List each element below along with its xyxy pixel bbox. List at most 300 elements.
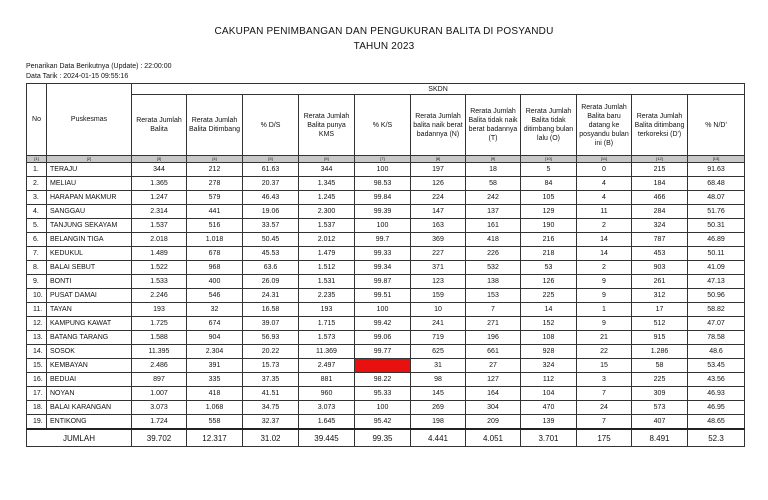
value-cell: 9 — [577, 275, 632, 289]
value-cell: 98 — [411, 373, 466, 387]
value-cell: 99.7 — [355, 233, 411, 247]
header-col: % N/D' — [688, 95, 745, 156]
row-number: 11. — [27, 303, 47, 317]
value-cell: 225 — [632, 373, 688, 387]
value-cell: 84 — [521, 177, 577, 191]
table-row — [27, 233, 745, 247]
value-cell: 48.65 — [688, 415, 745, 430]
value-cell: 915 — [632, 331, 688, 345]
value-cell: 197 — [411, 163, 466, 177]
total-value: 31.02 — [243, 429, 299, 447]
table-row — [27, 205, 745, 219]
value-cell: 2.235 — [299, 289, 355, 303]
value-cell: 14 — [577, 247, 632, 261]
value-cell: 2.304 — [187, 345, 243, 359]
row-number: 4. — [27, 205, 47, 219]
value-cell: 108 — [521, 331, 577, 345]
column-index-cell: [13] — [688, 156, 745, 163]
puskesmas-name: BALAI KARANGAN — [47, 401, 132, 415]
value-cell: 15.73 — [243, 359, 299, 373]
value-cell: 1.573 — [299, 331, 355, 345]
puskesmas-name: KEMBAYAN — [47, 359, 132, 373]
puskesmas-name: PUSAT DAMAI — [47, 289, 132, 303]
puskesmas-name: NOYAN — [47, 387, 132, 401]
value-cell: 100 — [355, 219, 411, 233]
value-cell: 24.31 — [243, 289, 299, 303]
column-index-cell: [9] — [466, 156, 521, 163]
column-index-cell: [2] — [47, 156, 132, 163]
column-index-cell: [3] — [132, 156, 187, 163]
value-cell: 14 — [577, 233, 632, 247]
value-cell: 369 — [411, 233, 466, 247]
value-cell: 625 — [411, 345, 466, 359]
value-cell: 99.34 — [355, 261, 411, 275]
puskesmas-name: BONTI — [47, 275, 132, 289]
value-cell: 928 — [521, 345, 577, 359]
value-cell: 903 — [632, 261, 688, 275]
value-cell: 126 — [411, 177, 466, 191]
table-row — [27, 275, 745, 289]
row-number: 8. — [27, 261, 47, 275]
value-cell-highlighted: 100.44 — [355, 359, 411, 373]
row-number: 7. — [27, 247, 47, 261]
value-cell: 196 — [466, 331, 521, 345]
table-row — [27, 247, 745, 261]
value-cell: 2 — [577, 219, 632, 233]
value-cell: 51.76 — [688, 205, 745, 219]
value-cell: 3 — [577, 373, 632, 387]
column-index-cell: [8] — [411, 156, 466, 163]
value-cell: 46.93 — [688, 387, 745, 401]
column-index-cell: [7] — [355, 156, 411, 163]
value-cell: 58 — [632, 359, 688, 373]
table-row — [27, 289, 745, 303]
table-row — [27, 373, 745, 387]
value-cell: 24 — [577, 401, 632, 415]
value-cell: 407 — [632, 415, 688, 430]
value-cell: 324 — [521, 359, 577, 373]
value-cell: 50.31 — [688, 219, 745, 233]
row-number: 9. — [27, 275, 47, 289]
value-cell: 26.09 — [243, 275, 299, 289]
value-cell: 112 — [521, 373, 577, 387]
value-cell: 99.87 — [355, 275, 411, 289]
value-cell: 126 — [521, 275, 577, 289]
value-cell: 98.22 — [355, 373, 411, 387]
value-cell: 127 — [466, 373, 521, 387]
value-cell: 123 — [411, 275, 466, 289]
value-cell: 43.56 — [688, 373, 745, 387]
value-cell: 3.073 — [299, 401, 355, 415]
value-cell: 579 — [187, 191, 243, 205]
value-cell: 164 — [466, 387, 521, 401]
value-cell: 46.43 — [243, 191, 299, 205]
value-cell: 104 — [521, 387, 577, 401]
value-cell: 968 — [187, 261, 243, 275]
value-cell: 41.09 — [688, 261, 745, 275]
value-cell: 48.6 — [688, 345, 745, 359]
skdn-table — [26, 83, 745, 447]
value-cell: 99.39 — [355, 205, 411, 219]
total-value: 99.35 — [355, 429, 411, 447]
value-cell: 4 — [577, 191, 632, 205]
header-col: Rerata Jumlah Balita tidak ditimbang bulan lalu (O) — [521, 95, 577, 156]
value-cell: 0 — [577, 163, 632, 177]
value-cell: 58 — [466, 177, 521, 191]
column-index-cell: [12] — [632, 156, 688, 163]
table-row — [27, 401, 745, 415]
total-row — [27, 429, 745, 447]
value-cell: 1.068 — [187, 401, 243, 415]
value-cell: 95.33 — [355, 387, 411, 401]
puskesmas-name: SOSOK — [47, 345, 132, 359]
row-number: 6. — [27, 233, 47, 247]
table-body — [27, 163, 745, 430]
value-cell: 63.6 — [243, 261, 299, 275]
row-number: 12. — [27, 317, 47, 331]
table-row — [27, 163, 745, 177]
value-cell: 1.715 — [299, 317, 355, 331]
value-cell: 7 — [466, 303, 521, 317]
row-number: 3. — [27, 191, 47, 205]
value-cell: 139 — [521, 415, 577, 430]
value-cell: 2.246 — [132, 289, 187, 303]
header-col: % D/S — [243, 95, 299, 156]
value-cell: 50.96 — [688, 289, 745, 303]
value-cell: 227 — [411, 247, 466, 261]
value-cell: 312 — [632, 289, 688, 303]
value-cell: 271 — [466, 317, 521, 331]
value-cell: 145 — [411, 387, 466, 401]
puskesmas-name: KAMPUNG KAWAT — [47, 317, 132, 331]
total-value: 12.317 — [187, 429, 243, 447]
table-row — [27, 219, 745, 233]
puskesmas-name: HARAPAN MAKMUR — [47, 191, 132, 205]
value-cell: 2.497 — [299, 359, 355, 373]
table-row — [27, 261, 745, 275]
value-cell: 418 — [187, 387, 243, 401]
value-cell: 15 — [577, 359, 632, 373]
value-cell: 95.42 — [355, 415, 411, 430]
value-cell: 719 — [411, 331, 466, 345]
value-cell: 1.724 — [132, 415, 187, 430]
puskesmas-name: TANJUNG SEKAYAM — [47, 219, 132, 233]
value-cell: 163 — [411, 219, 466, 233]
value-cell: 14 — [521, 303, 577, 317]
value-cell: 216 — [521, 233, 577, 247]
table-row — [27, 177, 745, 191]
value-cell: 218 — [521, 247, 577, 261]
total-value: 39.702 — [132, 429, 187, 447]
value-cell: 50.11 — [688, 247, 745, 261]
total-value: 8.491 — [632, 429, 688, 447]
row-number: 17. — [27, 387, 47, 401]
total-value: 39.445 — [299, 429, 355, 447]
value-cell: 7 — [577, 415, 632, 430]
value-cell: 198 — [411, 415, 466, 430]
value-cell: 344 — [132, 163, 187, 177]
puskesmas-name: BELANGIN TIGA — [47, 233, 132, 247]
value-cell: 161 — [466, 219, 521, 233]
value-cell: 10 — [411, 303, 466, 317]
row-number: 16. — [27, 373, 47, 387]
header-col: Rerata Jumlah Balita tidak naik berat badannya (T) — [466, 95, 521, 156]
value-cell: 787 — [632, 233, 688, 247]
value-cell: 212 — [187, 163, 243, 177]
value-cell: 1.345 — [299, 177, 355, 191]
value-cell: 215 — [632, 163, 688, 177]
value-cell: 78.58 — [688, 331, 745, 345]
value-cell: 193 — [299, 303, 355, 317]
value-cell: 137 — [466, 205, 521, 219]
row-number: 15. — [27, 359, 47, 373]
value-cell: 32 — [187, 303, 243, 317]
value-cell: 1.537 — [132, 219, 187, 233]
value-cell: 324 — [632, 219, 688, 233]
value-cell: 2.300 — [299, 205, 355, 219]
value-cell: 1.725 — [132, 317, 187, 331]
value-cell: 193 — [132, 303, 187, 317]
column-index-cell: [4] — [187, 156, 243, 163]
value-cell: 98.53 — [355, 177, 411, 191]
value-cell: 1.531 — [299, 275, 355, 289]
column-index-cell: [1] — [27, 156, 47, 163]
value-cell: 48.07 — [688, 191, 745, 205]
table-row — [27, 387, 745, 401]
value-cell: 466 — [632, 191, 688, 205]
value-cell: 881 — [299, 373, 355, 387]
value-cell: 129 — [521, 205, 577, 219]
value-cell: 32.37 — [243, 415, 299, 430]
value-cell: 532 — [466, 261, 521, 275]
value-cell: 1 — [577, 303, 632, 317]
table-row — [27, 303, 745, 317]
row-number: 5. — [27, 219, 47, 233]
value-cell: 152 — [521, 317, 577, 331]
header-col: Rerata Jumlah Balita punya KMS — [299, 95, 355, 156]
column-index-cell: [10] — [521, 156, 577, 163]
value-cell: 47.13 — [688, 275, 745, 289]
value-cell: 11 — [577, 205, 632, 219]
value-cell: 138 — [466, 275, 521, 289]
value-cell: 278 — [187, 177, 243, 191]
value-cell: 9 — [577, 289, 632, 303]
value-cell: 47.07 — [688, 317, 745, 331]
value-cell: 391 — [187, 359, 243, 373]
total-label: JUMLAH — [27, 429, 132, 447]
value-cell: 960 — [299, 387, 355, 401]
value-cell: 11.395 — [132, 345, 187, 359]
value-cell: 20.37 — [243, 177, 299, 191]
value-cell: 1.018 — [187, 233, 243, 247]
total-value: 175 — [577, 429, 632, 447]
value-cell: 2 — [577, 261, 632, 275]
value-cell: 61.63 — [243, 163, 299, 177]
report-subtitle: TAHUN 2023 — [353, 41, 415, 52]
value-cell: 1.512 — [299, 261, 355, 275]
value-cell: 53 — [521, 261, 577, 275]
value-cell: 17 — [632, 303, 688, 317]
value-cell: 546 — [187, 289, 243, 303]
value-cell: 558 — [187, 415, 243, 430]
value-cell: 674 — [187, 317, 243, 331]
value-cell: 453 — [632, 247, 688, 261]
value-cell: 50.45 — [243, 233, 299, 247]
value-cell: 4 — [577, 177, 632, 191]
puskesmas-name: BATANG TARANG — [47, 331, 132, 345]
column-index-row — [27, 156, 745, 163]
value-cell: 226 — [466, 247, 521, 261]
puskesmas-name: MELIAU — [47, 177, 132, 191]
value-cell: 190 — [521, 219, 577, 233]
value-cell: 27 — [466, 359, 521, 373]
value-cell: 1.489 — [132, 247, 187, 261]
header-col: Rerata Jumlah Balita Ditimbang — [187, 95, 243, 156]
value-cell: 18 — [466, 163, 521, 177]
header-col: Rerata Jumlah Balita baru datang ke posyandu bulan ini (B) — [577, 95, 632, 156]
value-cell: 2.314 — [132, 205, 187, 219]
value-cell: 16.58 — [243, 303, 299, 317]
header-skdn: SKDN — [132, 84, 745, 95]
value-cell: 371 — [411, 261, 466, 275]
value-cell: 100 — [355, 163, 411, 177]
table-row — [27, 359, 745, 373]
value-cell: 184 — [632, 177, 688, 191]
value-cell: 1.286 — [632, 345, 688, 359]
value-cell: 3.073 — [132, 401, 187, 415]
table-row — [27, 345, 745, 359]
total-value: 4.051 — [466, 429, 521, 447]
value-cell: 99.84 — [355, 191, 411, 205]
table-row — [27, 191, 745, 205]
value-cell: 46.95 — [688, 401, 745, 415]
value-cell: 37.35 — [243, 373, 299, 387]
value-cell: 5 — [521, 163, 577, 177]
value-cell: 99.51 — [355, 289, 411, 303]
value-cell: 46.89 — [688, 233, 745, 247]
value-cell: 22 — [577, 345, 632, 359]
row-number: 19. — [27, 415, 47, 430]
value-cell: 7 — [577, 387, 632, 401]
value-cell: 225 — [521, 289, 577, 303]
value-cell: 441 — [187, 205, 243, 219]
value-cell: 1.645 — [299, 415, 355, 430]
value-cell: 573 — [632, 401, 688, 415]
value-cell: 68.48 — [688, 177, 745, 191]
value-cell: 2.486 — [132, 359, 187, 373]
value-cell: 512 — [632, 317, 688, 331]
row-number: 2. — [27, 177, 47, 191]
value-cell: 159 — [411, 289, 466, 303]
header-puskesmas: Puskesmas — [47, 84, 132, 156]
value-cell: 100 — [355, 401, 411, 415]
value-cell: 241 — [411, 317, 466, 331]
value-cell: 99.33 — [355, 247, 411, 261]
value-cell: 20.22 — [243, 345, 299, 359]
header-col: Rerata Jumlah Balita ditimbang terkoreksi (D') — [632, 95, 688, 156]
table-row — [27, 317, 745, 331]
total-value: 3.701 — [521, 429, 577, 447]
value-cell: 661 — [466, 345, 521, 359]
header-col: % K/S — [355, 95, 411, 156]
data-tarik-info: Data Tarik : 2024-01-15 09:55:16 — [26, 73, 129, 80]
value-cell: 904 — [187, 331, 243, 345]
value-cell: 56.93 — [243, 331, 299, 345]
header-col: Rerata Jumlah balita naik berat badannya (N) — [411, 95, 466, 156]
value-cell: 400 — [187, 275, 243, 289]
value-cell: 224 — [411, 191, 466, 205]
value-cell: 269 — [411, 401, 466, 415]
puskesmas-name: SANGGAU — [47, 205, 132, 219]
table-row — [27, 415, 745, 430]
value-cell: 2.012 — [299, 233, 355, 247]
value-cell: 344 — [299, 163, 355, 177]
report-title: CAKUPAN PENIMBANGAN DAN PENGUKURAN BALITA DI POSYANDU — [214, 26, 554, 37]
puskesmas-name: ENTIKONG — [47, 415, 132, 430]
value-cell: 470 — [521, 401, 577, 415]
value-cell: 99.77 — [355, 345, 411, 359]
total-value: 52.3 — [688, 429, 745, 447]
puskesmas-name: TERAJU — [47, 163, 132, 177]
value-cell: 153 — [466, 289, 521, 303]
table-row — [27, 331, 745, 345]
value-cell: 99.06 — [355, 331, 411, 345]
value-cell: 1.588 — [132, 331, 187, 345]
value-cell: 2.018 — [132, 233, 187, 247]
value-cell: 9 — [577, 317, 632, 331]
value-cell: 304 — [466, 401, 521, 415]
value-cell: 242 — [466, 191, 521, 205]
puskesmas-name: TAYAN — [47, 303, 132, 317]
column-index-cell: [11] — [577, 156, 632, 163]
row-number: 14. — [27, 345, 47, 359]
value-cell: 58.82 — [688, 303, 745, 317]
value-cell: 33.57 — [243, 219, 299, 233]
header-no: No — [27, 84, 47, 156]
value-cell: 31 — [411, 359, 466, 373]
puskesmas-name: KEDUKUL — [47, 247, 132, 261]
value-cell: 41.51 — [243, 387, 299, 401]
value-cell: 21 — [577, 331, 632, 345]
value-cell: 91.63 — [688, 163, 745, 177]
value-cell: 284 — [632, 205, 688, 219]
row-number: 1. — [27, 163, 47, 177]
value-cell: 1.245 — [299, 191, 355, 205]
value-cell: 53.45 — [688, 359, 745, 373]
value-cell: 45.53 — [243, 247, 299, 261]
total-value: 4.441 — [411, 429, 466, 447]
value-cell: 1.479 — [299, 247, 355, 261]
row-number: 10. — [27, 289, 47, 303]
value-cell: 678 — [187, 247, 243, 261]
value-cell: 100 — [355, 303, 411, 317]
row-number: 18. — [27, 401, 47, 415]
row-number: 13. — [27, 331, 47, 345]
puskesmas-name: BALAI SEBUT — [47, 261, 132, 275]
value-cell: 147 — [411, 205, 466, 219]
value-cell: 309 — [632, 387, 688, 401]
column-index-cell: [6] — [299, 156, 355, 163]
value-cell: 1.537 — [299, 219, 355, 233]
value-cell: 335 — [187, 373, 243, 387]
value-cell: 11.369 — [299, 345, 355, 359]
value-cell: 1.522 — [132, 261, 187, 275]
value-cell: 1.533 — [132, 275, 187, 289]
value-cell: 209 — [466, 415, 521, 430]
puskesmas-name: BEDUAI — [47, 373, 132, 387]
value-cell: 1.007 — [132, 387, 187, 401]
value-cell: 418 — [466, 233, 521, 247]
